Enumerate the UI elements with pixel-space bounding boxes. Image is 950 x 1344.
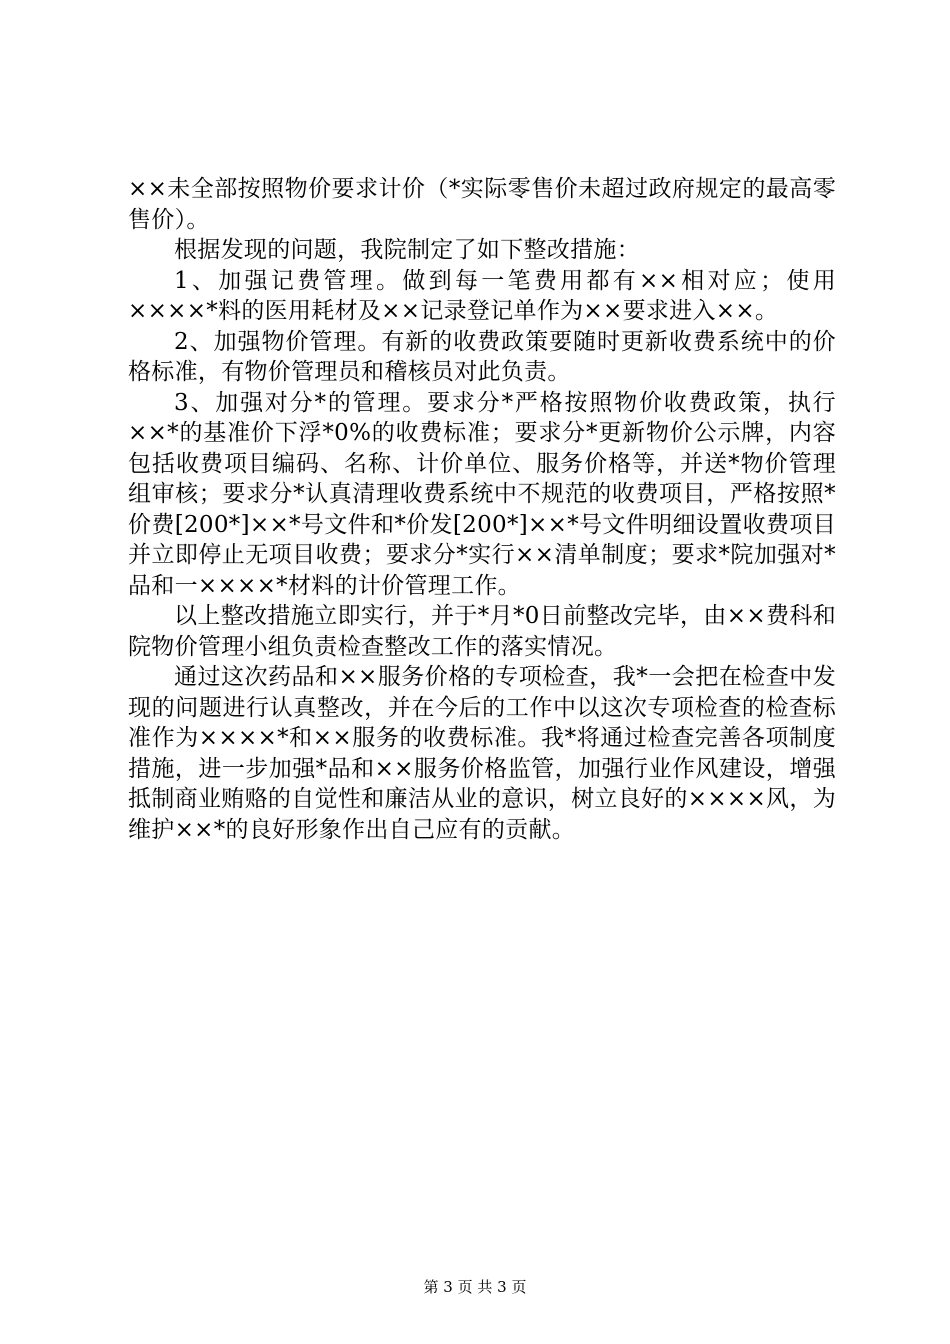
paragraph-conclusion: 通过这次药品和××服务价格的专项检查，我*一会把在检查中发现的问题进行认真整改，并在今后的工作中以这次专项检查的检查标准作为××××*和××服务的收费标准。我*将通过检查完善各项制度措施，进一步加强*品和××服务价格监管，加强行业作风建设，增强抵制商业贿赂的自觉性和廉洁从业的意识，树立良好的××××风，为维护××*的良好形象作出自己应有的贡献。	[128, 664, 836, 843]
paragraph-measure-1: 1、加强记费管理。做到每一笔费用都有××相对应；使用××××*料的医用耗材及××记录登记单作为××要求进入××。	[128, 267, 836, 324]
page-number-footer: 第 3 页 共 3 页	[423, 1278, 527, 1296]
paragraph-measure-3: 3、加强对分*的管理。要求分*严格按照物价收费政策，执行××*的基准价下浮*0%的收费标准；要求分*更新物价公示牌，内容包括收费项目编码、名称、计价单位、服务价格等，并送*物价管理组审核；要求分*认真清理收费系统中不规范的收费项目，严格按照*价费[200*]××*号文件和*价发[200*]××*号文件明细设置收费项目并立即停止无项目收费；要求分*实行××清单制度；要求*院加强对*品和一××××*材料的计价管理工作。	[128, 389, 836, 599]
paragraph-continuation: ××未全部按照物价要求计价（*实际零售价未超过政府规定的最高零售价）。	[128, 176, 836, 233]
paragraph-measure-2: 2、加强物价管理。有新的收费政策要随时更新收费系统中的价格标准，有物价管理员和稽核员对此负责。	[128, 328, 836, 385]
paragraph-implementation: 以上整改措施立即实行，并于*月*0日前整改完毕，由××费科和院物价管理小组负责检查整改工作的落实情况。	[128, 603, 836, 660]
document-body	[128, 174, 836, 845]
paragraph-intro-measures: 根据发现的问题，我院制定了如下整改措施：	[174, 237, 640, 263]
